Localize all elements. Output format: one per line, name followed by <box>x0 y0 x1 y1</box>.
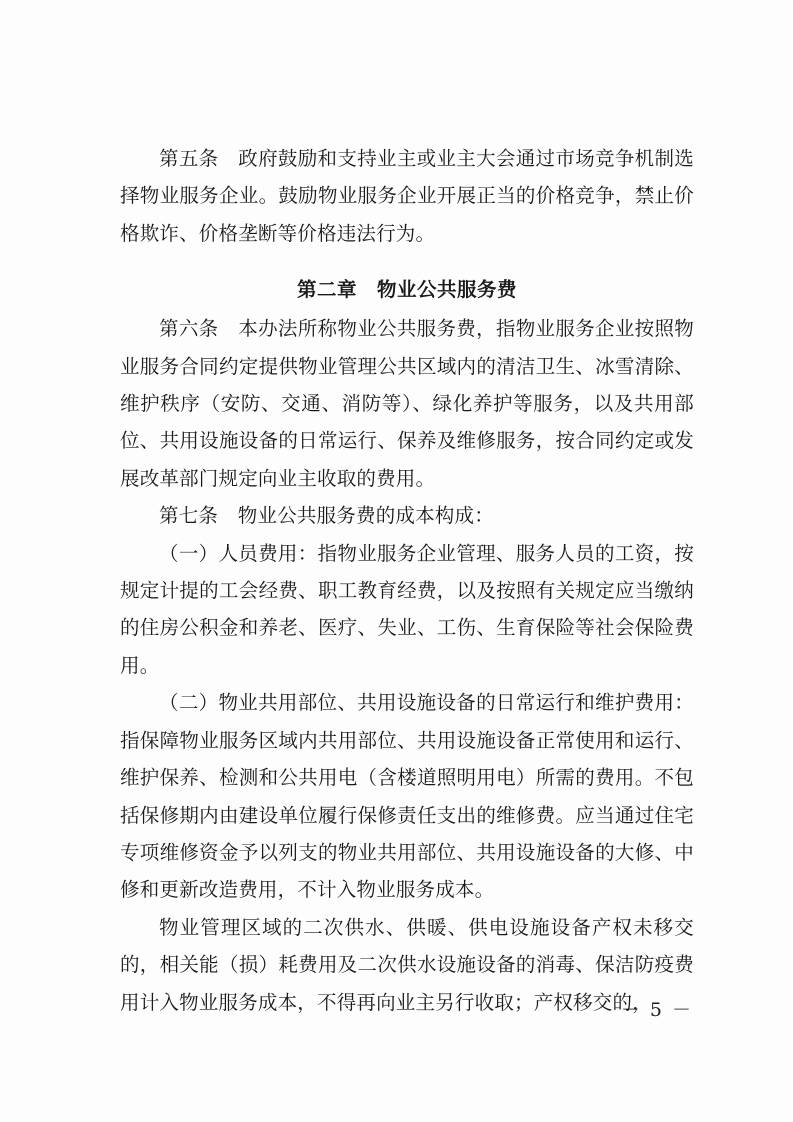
article-7-item-1: （一）人员费用：指物业服务企业管理、服务人员的工资，按规定计提的工会经费、职工教育经费，以及按照有关规定应当缴纳的住房公积金和养老、医疗、失业、工伤、生育保险等社会保险费用。 <box>120 541 694 677</box>
article-6: 第六条 本办法所称物业公共服务费，指物业服务企业按照物业服务合同约定提供物业管理公共区域内的清洁卫生、冰雪清除、维护秩序（安防、交通、消防等）、绿化养护等服务，以及共用部位、共用设施设备的日常运行、保养及维修服务，按合同约定或发展改革部门规定向业主收取的费用。 <box>120 317 694 490</box>
article-7: 第七条 物业公共服务费的成本构成： <box>159 504 494 528</box>
secondary-supply-paragraph: 物业管理区域的二次供水、供暖、供电设施设备产权未移交的，相关能（损）耗费用及二次供水设施设备的消毒、保洁防疫费用计入物业服务成本，不得再向业主另行收取；产权移交的， <box>120 915 694 1014</box>
article-5: 第五条 政府鼓励和支持业主或业主大会通过市场竞争机制选择物业服务企业。鼓励物业服务企业开展正当的价格竞争，禁止价格欺诈、价格垄断等价格违法行为。 <box>120 147 694 245</box>
page-number: － 5 － <box>620 999 693 1021</box>
article-7-item-2: （二）物业共用部位、共用设施设备的日常运行和维护费用：指保障物业服务区域内共用部位、共用设施设备正常使用和运行、维护保养、检测和公共用电（含楼道照明用电）所需的费用。不包括保修期内由建设单位履行保修责任支出的维修费。应当通过住宅专项维修资金予以列支的物业共用部位、共用设施设备的大修、中修和更新改造费用，不计入物业服务成本。 <box>120 691 694 902</box>
document-body <box>120 140 694 1021</box>
chapter-2-title: 第二章 物业公共服务费 <box>296 278 517 302</box>
